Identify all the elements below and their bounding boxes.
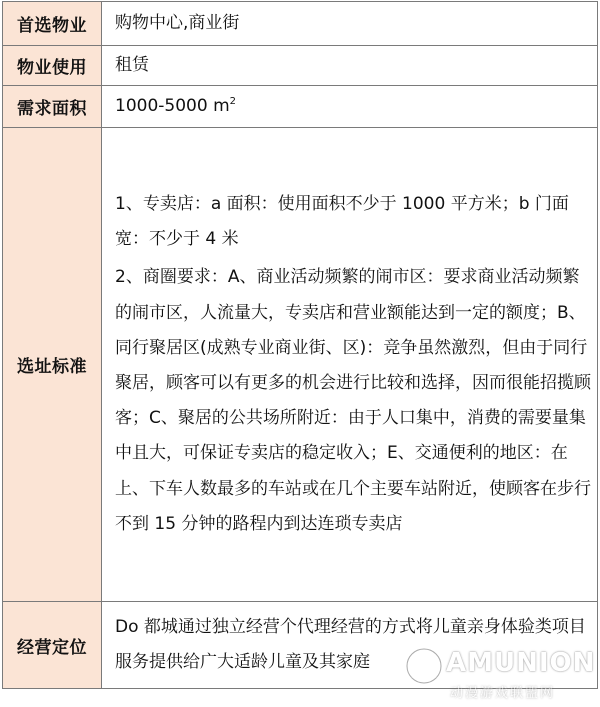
value-business-positioning	[102, 602, 598, 689]
area-unit-exponent: 2	[229, 96, 237, 107]
area-range: 1000-5000 m	[115, 96, 230, 116]
value-property-use	[102, 46, 598, 86]
label-preferred-property: 首选物业	[3, 2, 102, 46]
row-site-criteria	[3, 128, 598, 602]
row-business-positioning	[3, 602, 598, 689]
watermark-name: AMUNION	[446, 648, 596, 678]
value-text: 购物中心,商业街	[115, 13, 240, 33]
value-site-criteria	[102, 128, 598, 602]
row-property-use	[3, 46, 598, 86]
row-required-area	[3, 86, 598, 128]
positioning-text: Do 都城通过独立经营个代理经营的方式将儿童亲身体验类项目服务提供给广大适龄儿童及其家庭	[115, 616, 586, 672]
value-required-area	[102, 86, 598, 128]
watermark-subtitle: 动漫游戏联盟网	[450, 686, 556, 701]
criteria-paragraph-1: 1、专卖店：a 面积：使用面积不少于 1000 平方米；b 门面宽：不少于 4 米	[115, 193, 569, 250]
value-preferred-property	[102, 2, 598, 46]
label-property-use: 物业使用	[3, 46, 102, 86]
label-required-area: 需求面积	[3, 86, 102, 128]
label-site-criteria: 选址标准	[3, 128, 102, 602]
row-preferred-property	[3, 2, 598, 46]
spec-table	[2, 1, 598, 689]
value-text	[115, 87, 593, 126]
value-text: 租赁	[115, 55, 149, 75]
label-business-positioning: 经营定位	[3, 602, 102, 689]
criteria-paragraph-2: 2、商圈要求：A、商业活动频繁的闹市区：要求商业活动频繁的闹市区，人流量大，专卖店和营业额能达到一定的额度；B、同行聚居区(成熟专业商业街、区)：竞争虽然激烈，但由于同行聚居，顾客可以有更多的机会进行比较和选择，因而很能招揽顾客；C、聚居的公共场所附近：由于人口集中，消费的需要量集中且大，可保证专卖店的稳定收入；E、交通便利的地区：在上、下车人数最多的车站或在几个主要车站附近，使顾客在步行不到 15 分钟的路程内到达连琐专卖店	[115, 267, 591, 534]
